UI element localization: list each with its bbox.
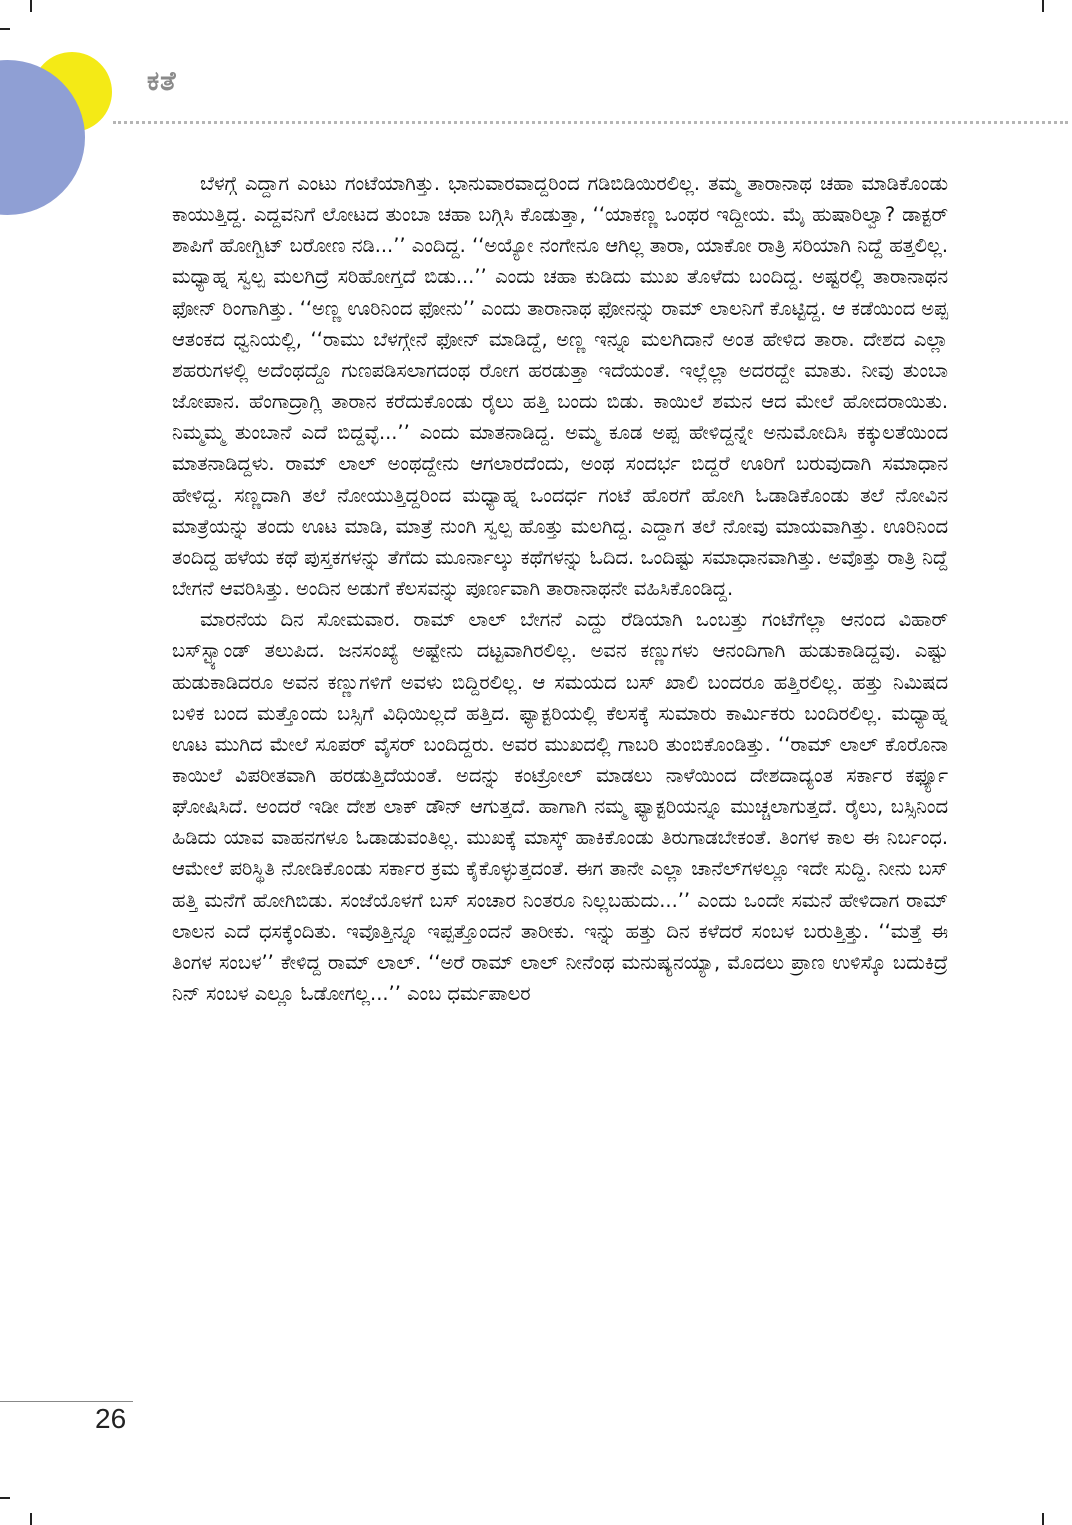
- crop-mark-left-top: [0, 28, 10, 30]
- page-number: 26: [95, 1403, 127, 1434]
- crop-mark-top-right: [1042, 0, 1044, 12]
- crop-mark-top-left: [30, 0, 32, 12]
- crop-mark-bottom-left: [30, 1513, 32, 1525]
- paragraph: ಮಾರನೆಯ ದಿನ ಸೋಮವಾರ. ರಾಮ್ ಲಾಲ್ ಬೇಗನೆ ಎದ್ದು ರೆಡಿಯಾಗಿ ಒಂಬತ್ತು ಗಂಟೆಗೆಲ್ಲಾ ಆನಂದ ವಿಹಾರ್ ಬಸ್‌ಸ್ಟ್ಯಾಂಡ್ ತಲುಪಿದ. ಜನಸಂಖ್ಯೆ ಅಷ್ಟೇನು ದಟ್ಟವಾಗಿರಲಿಲ್ಲ. ಅವನ ಕಣ್ಣುಗಳು ಆನಂದಿಗಾಗಿ ಹುಡುಕಾಡಿದ್ದವು. ಎಷ್ಟು ಹುಡುಕಾಡಿದರೂ ಅವನ ಕಣ್ಣುಗಳಿಗೆ ಅವಳು ಬಿದ್ದಿರಲಿಲ್ಲ. ಆ ಸಮಯದ ಬಸ್ ಖಾಲಿ ಬಂದರೂ ಹತ್ತಿರಲಿಲ್ಲ. ಹತ್ತು ನಿಮಿಷದ ಬಳಿಕ ಬಂದ ಮತ್ತೊಂದು ಬಸ್ಸಿಗೆ ವಿಧಿಯಿಲ್ಲದೆ ಹತ್ತಿದ. ಫ್ಯಾಕ್ಟರಿಯಲ್ಲಿ ಕೆಲಸಕ್ಕೆ ಸುಮಾರು ಕಾರ್ಮಿಕರು ಬಂದಿರಲಿಲ್ಲ. ಮಧ್ಯಾಹ್ನ ಊಟ ಮುಗಿದ ಮೇಲೆ ಸೂಪರ್ ವೈಸರ್ ಬಂದಿದ್ದರು. ಅವರ ಮುಖದಲ್ಲಿ ಗಾಬರಿ ತುಂಬಿಕೊಂಡಿತ್ತು. ‘‘ರಾಮ್ ಲಾಲ್ ಕೊರೊನಾ ಕಾಯಿಲೆ ವಿಪರೀತವಾಗಿ ಹರಡುತ್ತಿದೆಯಂತೆ. ಅದನ್ನು ಕಂಟ್ರೋಲ್ ಮಾಡಲು ನಾಳೆಯಿಂದ ದೇಶದಾದ್ಯಂತ ಸರ್ಕಾರ ಕರ್ಫ್ಯೂ ಘೋಷಿಸಿದೆ. ಅಂದರೆ ಇಡೀ ದೇಶ ಲಾಕ್ ಡೌನ್ ಆಗುತ್ತದೆ. ಹಾಗಾಗಿ ನಮ್ಮ ಫ್ಯಾಕ್ಟರಿಯನ್ನೂ ಮುಚ್ಚಲಾಗುತ್ತದೆ. ರೈಲು, ಬಸ್ಸಿನಿಂದ ಹಿಡಿದು ಯಾವ ವಾಹನಗಳೂ ಓಡಾಡುವಂತಿಲ್ಲ. ಮುಖಕ್ಕೆ ಮಾಸ್ಕ್ ಹಾಕಿಕೊಂಡು ತಿರುಗಾಡಬೇಕಂತೆ. ತಿಂಗಳ ಕಾಲ ಈ ನಿರ್ಬಂಧ. ಆಮೇಲೆ ಪರಿಸ್ಥಿತಿ ನೋಡಿಕೊಂಡು ಸರ್ಕಾರ ಕ್ರಮ ಕೈಕೊಳ್ಳುತ್ತದಂತೆ. ಈಗ ತಾನೇ ಎಲ್ಲಾ ಚಾನೆಲ್‌ಗಳಲ್ಲೂ ಇದೇ ಸುದ್ದಿ. ನೀನು ಬಸ್ ಹತ್ತಿ ಮನೆಗೆ ಹೋಗಿಬಿಡು. ಸಂಜೆಯೊಳಗೆ ಬಸ್ ಸಂಚಾರ ನಿಂತರೂ ನಿಲ್ಲಬಹುದು...’’ ಎಂದು ಒಂದೇ ಸಮನೆ ಹೇಳಿದಾಗ ರಾಮ್ ಲಾಲನ ಎದೆ ಧಸಕ್ಕೆಂದಿತು. ಇವೊತ್ತಿನ್ನೂ ಇಪ್ಪತ್ತೊಂದನೆ ತಾರೀಕು. ಇನ್ನು ಹತ್ತು ದಿನ ಕಳೆದರೆ ಸಂಬಳ ಬರುತ್ತಿತ್ತು. ‘‘ಮತ್ತೆ ಈ ತಿಂಗಳ ಸಂಬಳ’’ ಕೇಳಿದ್ದ ರಾಮ್ ಲಾಲ್. ‘‘ಅರೆ ರಾಮ್ ಲಾಲ್ ನೀನೆಂಥ ಮನುಷ್ಯನಯ್ಯಾ, ಮೊದಲು ಪ್ರಾಣ ಉಳಿಸ್ಕೊ ಬದುಕಿದ್ರೆ ನಿನ್ ಸಂಬಳ ಎಲ್ಲೂ ಓಡೋಗಲ್ಲ...’’ ಎಂಬ ಧರ್ಮಪಾಲರ: [172, 608, 948, 1006]
- section-title: ಕತೆ: [147, 66, 177, 97]
- footer-rule: [0, 1401, 133, 1402]
- story-body: [172, 168, 948, 1009]
- crop-mark-bottom-right: [1042, 1513, 1044, 1525]
- crop-mark-left-bottom: [0, 1497, 10, 1499]
- paragraph: ಬೆಳಗ್ಗೆ ಎದ್ದಾಗ ಎಂಟು ಗಂಟೆಯಾಗಿತ್ತು. ಭಾನುವಾರವಾದ್ದರಿಂದ ಗಡಿಬಿಡಿಯಿರಲಿಲ್ಲ. ತಮ್ಮ ತಾರಾನಾಥ ಚಹಾ ಮಾಡಿಕೊಂಡು ಕಾಯುತ್ತಿದ್ದ. ಎದ್ದವನಿಗೆ ಲೋಟದ ತುಂಬಾ ಚಹಾ ಬಗ್ಗಿಸಿ ಕೊಡುತ್ತಾ, ‘‘ಯಾಕಣ್ಣ ಒಂಥರ ಇದ್ದೀಯ. ಮೈ ಹುಷಾರಿಲ್ವಾ? ಡಾಕ್ಟರ್ ಶಾಪಿಗೆ ಹೋಗ್ಬಿಟ್ ಬರೋಣ ನಡಿ...’’ ಎಂದಿದ್ದ. ‘‘ಅಯ್ಯೋ ನಂಗೇನೂ ಆಗಿಲ್ಲ ತಾರಾ, ಯಾಕೋ ರಾತ್ರಿ ಸರಿಯಾಗಿ ನಿದ್ದೆ ಹತ್ತಲಿಲ್ಲ. ಮಧ್ಯಾಹ್ನ ಸ್ವಲ್ಪ ಮಲಗಿದ್ರೆ ಸರಿಹೋಗ್ತದೆ ಬಿಡು...’’ ಎಂದು ಚಹಾ ಕುಡಿದು ಮುಖ ತೊಳೆದು ಬಂದಿದ್ದ. ಅಷ್ಟರಲ್ಲಿ ತಾರಾನಾಥನ ಫೋನ್ ರಿಂಗಾಗಿತ್ತು. ‘‘ಅಣ್ಣ ಊರಿನಿಂದ ಫೋನು’’ ಎಂದು ತಾರಾನಾಥ ಫೋನನ್ನು ರಾಮ್ ಲಾಲನಿಗೆ ಕೊಟ್ಟಿದ್ದ. ಆ ಕಡೆಯಿಂದ ಅಪ್ಪ ಆತಂಕದ ಧ್ವನಿಯಲ್ಲಿ, ‘‘ರಾಮು ಬೆಳಗ್ಗೇನೆ ಫೋನ್ ಮಾಡಿದ್ದೆ, ಅಣ್ಣ ಇನ್ನೂ ಮಲಗಿದಾನೆ ಅಂತ ಹೇಳಿದ ತಾರಾ. ದೇಶದ ಎಲ್ಲಾ ಶಹರುಗಳಲ್ಲಿ ಅದೆಂಥದ್ದೊ ಗುಣಪಡಿಸಲಾಗದಂಥ ರೋಗ ಹರಡುತ್ತಾ ಇದೆಯಂತೆ. ಇಲ್ಲೆಲ್ಲಾ ಅದರದ್ದೇ ಮಾತು. ನೀವು ತುಂಬಾ ಜೋಪಾನ. ಹೆಂಗಾದ್ರಾಗ್ಲಿ ತಾರಾನ ಕರೆದುಕೊಂಡು ರೈಲು ಹತ್ತಿ ಬಂದು ಬಿಡು. ಕಾಯಿಲೆ ಶಮನ ಆದ ಮೇಲೆ ಹೋದರಾಯಿತು. ನಿಮ್ಮಮ್ಮ ತುಂಬಾನೆ ಎದೆ ಬಿದ್ದವ್ಳೆ...’’ ಎಂದು ಮಾತನಾಡಿದ್ದ. ಅಮ್ಮ ಕೂಡ ಅಪ್ಪ ಹೇಳಿದ್ದನ್ನೇ ಅನುಮೋದಿಸಿ ಕಕ್ಕುಲತೆಯಿಂದ ಮಾತನಾಡಿದ್ದಳು. ರಾಮ್ ಲಾಲ್ ಅಂಥದ್ದೇನು ಆಗಲಾರದೆಂದು, ಅಂಥ ಸಂದರ್ಭ ಬಿದ್ದರೆ ಊರಿಗೆ ಬರುವುದಾಗಿ ಸಮಾಧಾನ ಹೇಳಿದ್ದ. ಸಣ್ಣದಾಗಿ ತಲೆ ನೋಯುತ್ತಿದ್ದರಿಂದ ಮಧ್ಯಾಹ್ನ ಒಂದರ್ಧ ಗಂಟೆ ಹೊರಗೆ ಹೋಗಿ ಓಡಾಡಿಕೊಂಡು ತಲೆ ನೋವಿನ ಮಾತ್ರೆಯನ್ನು ತಂದು ಊಟ ಮಾಡಿ, ಮಾತ್ರೆ ನುಂಗಿ ಸ್ವಲ್ಪ ಹೊತ್ತು ಮಲಗಿದ್ದ. ಎದ್ದಾಗ ತಲೆ ನೋವು ಮಾಯವಾಗಿತ್ತು. ಊರಿನಿಂದ ತಂದಿದ್ದ ಹಳೆಯ ಕಥೆ ಪುಸ್ತಕಗಳನ್ನು ತೆಗೆದು ಮೂರ್ನಾಲ್ಕು ಕಥೆಗಳನ್ನು ಓದಿದ. ಒಂದಿಷ್ಟು ಸಮಾಧಾನವಾಗಿತ್ತು. ಅವೊತ್ತು ರಾತ್ರಿ ನಿದ್ದೆ ಬೇಗನೆ ಆವರಿಸಿತ್ತು. ಅಂದಿನ ಅಡುಗೆ ಕೆಲಸವನ್ನು ಪೂರ್ಣವಾಗಿ ತಾರಾನಾಥನೇ ವಹಿಸಿಕೊಂಡಿದ್ದ.: [172, 172, 948, 601]
- header-dotted-divider: [113, 121, 1068, 124]
